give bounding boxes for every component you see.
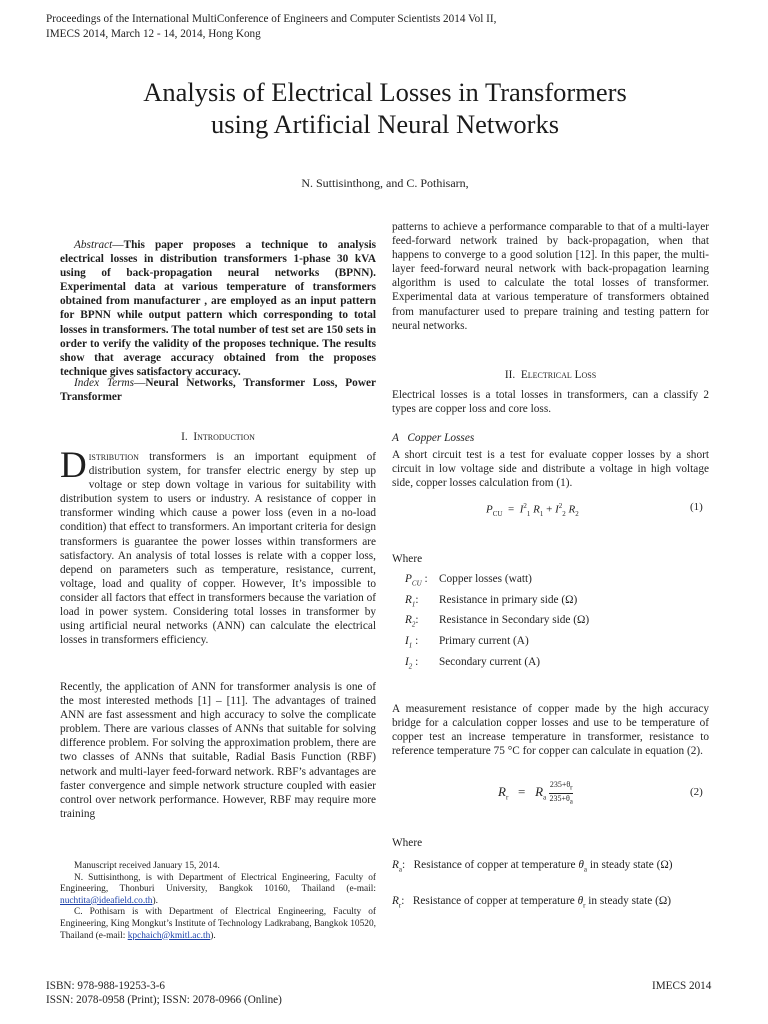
eq2-lhs: R — [498, 784, 506, 800]
rr-symbol: R — [392, 895, 399, 907]
footnote-author-2 — [60, 907, 376, 942]
subsection-a-text — [392, 448, 709, 490]
rr-tail: in steady state (Ω) — [588, 895, 672, 907]
title-line-2: using Artificial Neural Networks — [210, 109, 560, 139]
header-line-2: IMECS 2014, March 12 - 14, 2014, Hong Kong — [46, 28, 261, 40]
section-2-text — [392, 388, 709, 416]
rr-theta-sub: r — [583, 901, 586, 910]
eq2-den-text: 235+θ — [549, 793, 570, 803]
email-link-2[interactable]: kpchaich@kmitl.ac.th — [127, 930, 211, 941]
abstract-dash: — — [112, 239, 124, 251]
intro-paragraph-1 — [60, 445, 376, 647]
where-label-2: Where — [392, 837, 423, 849]
eq1-i1-sub: 1 — [526, 509, 531, 518]
abstract-label: Abstract — [74, 239, 113, 251]
abstract — [60, 238, 376, 379]
measurement-text: A measurement resistance of copper made by the high accuracy bridge for a calculation copper losses and use to be temperature of copper test an increase temperature in transformer, resistance to reference temperature 75 °C for copper can calculate in equation (2). — [392, 703, 709, 758]
rr-theta: θ — [577, 895, 584, 907]
equation-1 — [486, 502, 579, 518]
abstract-text: This paper proposes a technique to analysis electrical losses in distribution transformers 1-phase 30 kVA using of back-propagation neural networks (BPNN). Experimental data at various temperature of transformers obtained from manufacturer , are employed as an input pattern for BPNN while output pattern which corresponding to total losses in transformers. The total number of test set are 150 sets in order to verify the validity of the proposes technique. The results show that average accuracy obtained from the proposes technique gives satisfactory accuracy. — [60, 239, 376, 378]
ra-symbol: R — [392, 859, 399, 871]
footnote-2-close: ). — [210, 930, 216, 941]
where-symbol-letter: I — [405, 655, 409, 668]
where-symbol-sub: CU — [411, 579, 422, 588]
where-symbol — [405, 655, 439, 673]
where-symbol-sub: 2 — [411, 620, 416, 629]
ra-theta: θ — [578, 859, 584, 871]
eq1-lhs: P — [486, 503, 493, 516]
equation-2-number: (2) — [690, 786, 703, 798]
eq2-fraction — [549, 780, 572, 806]
where-description: Secondary current (A) — [439, 655, 540, 668]
where-symbol-sep: : — [415, 614, 419, 627]
eq1-lhs-sub: CU — [492, 509, 503, 518]
footnote-2-text: C. Pothisarn is with Department of Electrical Engineering, Faculty of Engineering, King Mongkut’s Institute of Technology Ladkrabang, Bangkok 10520, Thailand (e-mail: — [60, 907, 376, 941]
right-paragraph-1 — [392, 220, 709, 333]
ra-theta-sub: a — [583, 865, 587, 874]
where-symbol — [405, 634, 439, 652]
where-symbol-sep: : — [412, 655, 419, 668]
where-symbol-letter: R — [405, 593, 412, 606]
section-1-heading — [60, 430, 376, 444]
footer-isbn-block — [46, 979, 282, 1007]
where-item — [405, 572, 705, 593]
paper-title — [40, 76, 730, 140]
eq2-equals: = — [518, 784, 526, 800]
intro-p1-text: transformers is an important equipment of distribution system, for transfer electric energy by step up voltage or step down voltage in various for suitability with distribution system to users or industry. A resistance of copper in transformer winding which cause a power loss (even in a no-load condition) that effect to transformers. An important criteria for design transformers is guarantee the power losses within transformers are satisfactory. An analysis of total losses is relate with a copper loss, depend on parameters such as temperature, resistance, current, voltage, load and quality of copper. However, It’s impossible to consider all factors that effect in transformers because the variation of load in power system. Considering total losses in transformer by using artificial neural networks (ANN) can calculate the electrical losses in transformers efficiency. — [60, 451, 376, 647]
eq2-numerator — [549, 780, 572, 793]
where-symbol-letter: P — [405, 573, 412, 585]
footnote-received: Manuscript received January 15, 2014. — [74, 861, 220, 871]
eq2-num-sub: r — [570, 783, 573, 792]
eq2-den-sub: a — [569, 797, 573, 806]
intro-lead-word: istribution — [88, 451, 139, 463]
where-description: Resistance in Secondary side (Ω) — [439, 614, 590, 627]
eq1-r1: R — [533, 503, 540, 516]
eq2-denominator — [549, 793, 572, 807]
where-symbol-sep: : — [415, 593, 419, 606]
eq2-lhs-sub: r — [505, 793, 509, 802]
index-terms-label: Index Terms — [74, 377, 135, 389]
eq2-num-text: 235+θ — [549, 780, 571, 789]
eq1-plus: + — [546, 503, 553, 516]
where-symbol-sep: : — [421, 573, 428, 585]
intro-paragraph-2 — [60, 680, 376, 821]
footnote-author-1 — [60, 873, 376, 908]
eq1-r2-sub: 2 — [575, 509, 579, 518]
where-symbol-letter: I — [405, 635, 409, 648]
footnote-1-close: ). — [152, 895, 158, 906]
where-symbol-sep: : — [412, 635, 419, 648]
where-list-1 — [405, 572, 705, 675]
subsection-a-heading — [392, 431, 709, 445]
email-link-1[interactable]: nuchtita@ideafield.co.th — [60, 895, 153, 906]
where-description: Resistance in primary side (Ω) — [439, 593, 578, 606]
eq1-i1: I — [519, 503, 524, 516]
where-description: Copper losses (watt) — [439, 573, 532, 585]
right-p1-text: patterns to achieve a performance comparable to that of a multi-layer feed-forward network trained by back-propagation, when that happens to converge to a good solution [12]. In this paper, the multi-layer feed-forward neural network with back-propagation learning algorithm is used to calculate the total losses of transformer. Experimental data at various temperature of transformers obtained from manufacturer used to prepare training and testing pattern for neural networks. — [392, 221, 709, 332]
where-item — [405, 634, 705, 655]
where-symbol — [405, 613, 439, 631]
where-2-rr: $R_r$: Resistance of copper at temperature $\theta_r$ in steady state (Ω) — [392, 895, 672, 910]
equation-1-number: (1) — [690, 501, 703, 513]
where-symbol-sub: 2 — [408, 662, 413, 670]
measurement-paragraph — [392, 702, 709, 758]
where-2-ra: $R_a$: Resistance of copper at temperature $\theta_a$ in steady state (Ω) — [392, 859, 673, 874]
where-symbol-sub: 1 — [411, 599, 416, 608]
ra-tail: in steady state (Ω) — [589, 859, 673, 871]
footer-issn: ISSN: 2078-0958 (Print); ISSN: 2078-0966 (Online) — [46, 994, 282, 1006]
section-1-num: I. — [181, 431, 188, 443]
section-2-heading — [392, 368, 709, 382]
rr-symbol-sub: r — [398, 901, 402, 910]
section-2-num: II. — [504, 369, 516, 381]
eq1-i1-sup: 2 — [523, 502, 527, 510]
where-label-1: Where — [392, 553, 423, 565]
authors: N. Suttisinthong, and C. Pothisarn, — [301, 176, 469, 190]
eq1-r1-sub: 1 — [539, 509, 544, 518]
subsection-a-body: A short circuit test is a test for evaluate copper losses by a short circuit in low voltage side and distribute a voltage in high voltage side, copper losses calculation from (1). — [392, 449, 709, 490]
eq2-rhs-sub: a — [543, 793, 547, 802]
subsection-a-label: A — [392, 432, 399, 444]
drop-cap: D — [60, 445, 87, 486]
title-line-1: Analysis of Electrical Losses in Transformers — [143, 77, 627, 107]
footnote-1-text: N. Suttisinthong, is with Department of Electrical Engineering, Faculty of Engineering, Thonburi University, Bangkok 10160, Thailand (e-mail: — [60, 872, 376, 895]
where-symbol — [405, 572, 439, 590]
index-terms-text: Neural Networks, Transformer Loss, Power Transformer — [60, 377, 377, 404]
section-2-body: Electrical losses is a total losses in transformers, can a classify 2 types are copper loss and core loss. — [392, 389, 709, 416]
proceedings-header — [46, 12, 496, 42]
eq1-i2-sup: 2 — [558, 502, 563, 510]
eq1-i2: I — [555, 503, 559, 516]
index-terms — [60, 376, 376, 404]
eq1-r2: R — [568, 503, 576, 516]
footer-conference: IMECS 2014 — [652, 980, 712, 992]
eq1-equals: = — [507, 503, 515, 516]
where-item — [405, 613, 705, 634]
equation-2 — [498, 780, 573, 806]
where-description: Primary current (A) — [439, 635, 529, 648]
where-symbol-letter: R — [405, 614, 412, 627]
footnotes — [60, 861, 376, 942]
ra-symbol-sub: a — [398, 865, 403, 874]
section-1-title: Introduction — [193, 431, 255, 443]
eq1-i2-sub: 2 — [562, 509, 566, 518]
index-terms-dash: — — [134, 377, 146, 389]
where-symbol — [405, 593, 439, 611]
ra-text: Resistance of copper at temperature — [413, 859, 576, 871]
section-2-title: Electrical Loss — [520, 369, 597, 381]
eq2-rhs: R — [535, 784, 544, 800]
rr-text: Resistance of copper at temperature — [412, 895, 575, 907]
where-symbol-sub: 1 — [408, 641, 413, 650]
header-line-1: Proceedings of the International MultiConference of Engineers and Computer Scientists 2014 Vol II, — [46, 13, 497, 25]
where-item — [405, 655, 705, 676]
footer-isbn: ISBN: 978-988-19253-3-6 — [46, 980, 166, 992]
where-item — [405, 593, 705, 614]
intro-p2-text: Recently, the application of ANN for transformer analysis is one of the most interested methods [1] – [11]. The advantages of trained ANN are fast assessment and high accuracy to solve the complicate problem. There are various classes of ANNs that suitable for solving difference problem. For solving the approximation problem, there are two classes of ANNs that suitable, Radial Basis Function (RBF) network and multi-layer feed-forward network. RBF’s advantages are faster convergence and simple network structure coupled with easier control over network performance. However, RBF may require more training — [60, 681, 376, 820]
subsection-a-title: Copper Losses — [407, 432, 475, 444]
